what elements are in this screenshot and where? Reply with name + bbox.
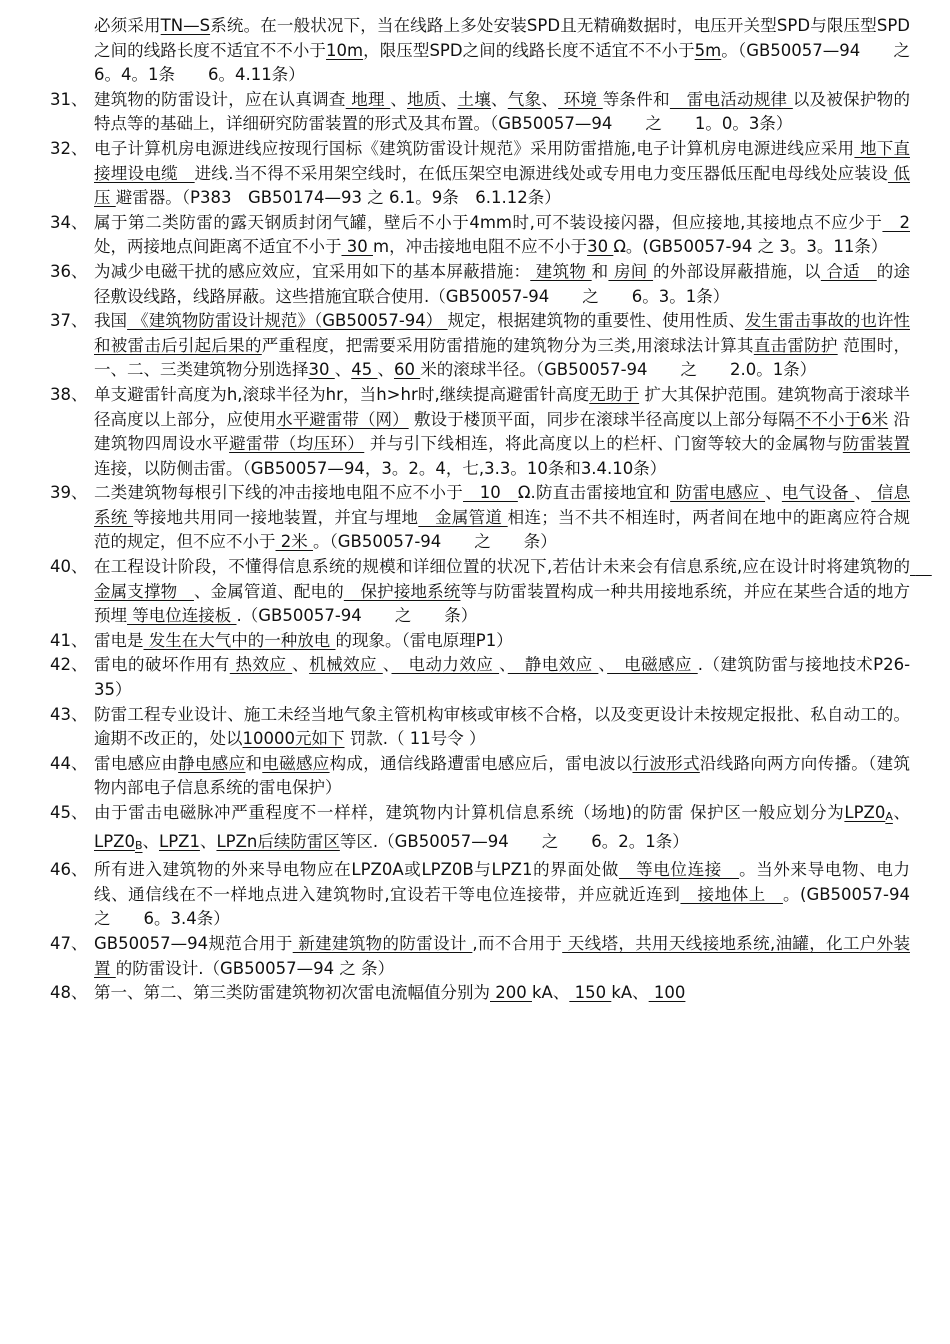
question-text: 规定，根据建筑物的重要性、使用性质、 (447, 311, 745, 331)
question-text: 沿建筑物四周设水平 (94, 409, 911, 454)
answer-blank: 行波形式 (632, 753, 700, 773)
question-text: 米的滚球半径。（GB50057-94 之 2.0。1条） (420, 360, 817, 380)
answer-blank: 低压 (94, 163, 911, 208)
question-number: 43、 (50, 704, 88, 724)
answer-blank: 保护接地系统 (343, 581, 461, 601)
answer-blank: LPZ0 (94, 831, 135, 851)
answer-blank: 接地体上 (680, 884, 783, 904)
question-text: m，冲击接地电阻不应不小于 (373, 237, 588, 257)
answer-blank: 10 (463, 483, 518, 503)
question-item (50, 211, 910, 260)
answer-blank: 电动力效应 (391, 655, 500, 675)
question-item (50, 309, 911, 383)
question-text: .（建筑防雷与接地技术P26-35） (94, 655, 911, 700)
answer-blank: 金属支撑物 (94, 557, 932, 601)
question-item (50, 88, 911, 137)
question-text: 雷电是 (94, 630, 144, 650)
answer-blank: 150 (569, 983, 612, 1003)
question-text: 、 (598, 655, 608, 675)
answer-blank: 45 (351, 360, 378, 380)
question-text: 雷电感应由 (94, 753, 179, 773)
question-text: 、 (541, 89, 559, 109)
answer-blank: 10000元如下 (242, 729, 345, 749)
question-text: 所有进入建筑物的外来导电物应在LPZ0A或LPZ0B与LPZ1的界面处做 (94, 860, 619, 880)
answer-blank: 不不小于6米 (794, 409, 889, 429)
answer-blank: 防雷电感应 (670, 483, 766, 503)
answer-blank: 200 (490, 983, 532, 1003)
question-list (50, 88, 943, 1006)
question-text: 、 (440, 89, 458, 109)
answer-blank: 发生雷击事故的也许性和被雷击后引起后果的 (94, 311, 910, 355)
question-text: 、 (292, 655, 310, 675)
answer-blank: 地质 (407, 89, 441, 109)
question-text: 扩大其保护范围。建筑物高于滚球半径高度以上部分，应使用 (94, 384, 911, 429)
question-text: kA、 (531, 983, 570, 1003)
question-item (50, 858, 943, 932)
question-number: 44、 (50, 753, 88, 773)
question-text: 、 (854, 483, 872, 503)
question-text: 并与引下线相连，将此高度以上的栏杆、门窗等较大的金属物与 (364, 434, 843, 454)
question-number: 41、 (50, 630, 88, 650)
question-text: kA、 (611, 983, 649, 1003)
question-text: GB50057—94规范合用于 (94, 933, 293, 953)
answer-blank: 避雷带（均压环） (229, 434, 365, 454)
question-number: 32、 (50, 138, 88, 158)
question-text: 进线.当不得不采用架空线时，在低压架空电源进线处或专用电力变压器低压配电母线处应装设 (194, 163, 888, 183)
question-text: 等条件和 (602, 89, 670, 109)
answer-blank: 热效应 (229, 655, 293, 675)
question-text: 避雷器。（P383 GB50174—93 之 6.1。9条 6.1.12条） (115, 188, 561, 208)
answer-blank: 等电位连接 (618, 860, 740, 880)
question-text: 、金属管道、配电的 (193, 581, 344, 601)
question-number: 45、 (50, 803, 88, 822)
question-text: 、 (390, 89, 408, 109)
question-number: 40、 (50, 557, 88, 577)
question-text: 为减少电磁干扰的感应效应，宜采用如下的基本屏蔽措施： (94, 261, 531, 281)
answer-blank: 30 (341, 237, 373, 257)
question-text: 。（GB50057-94 之 条） (313, 532, 557, 552)
answer-blank: 30 (587, 237, 614, 257)
answer-blank: 发生在大气中的一种放电 (143, 630, 336, 650)
question-text: 处，两接地点间距离不适宜不小于 (94, 237, 342, 257)
question-text: 连接，以防侧击雷。（GB50057—94，3。2。4，七,3.3。10条和3.4.10条） (94, 458, 667, 478)
answer-blank: 60 (394, 360, 421, 380)
question-number: 36、 (50, 261, 88, 281)
answer-blank: 天线塔，共用天线接地系统,油罐，化工户外装置 (94, 933, 910, 978)
question-item (50, 752, 910, 801)
question-number: 48、 (50, 983, 88, 1003)
answer-blank: 2米 (275, 532, 313, 552)
question-text: 沿线路向两方向传播。（建筑物内部电子信息系统的雷电保护） (94, 753, 910, 798)
answer-blank: 无助于 (589, 384, 640, 404)
question-text: ，限压型SPD之间的线路长度不适宜不不小于 (363, 40, 695, 60)
answer-blank: 地下直接埋设电缆 (94, 138, 910, 183)
question-item (50, 653, 911, 702)
question-text: 、 (382, 655, 392, 675)
question-item (50, 932, 910, 981)
answer-blank: 房间 (608, 261, 654, 281)
continuation-paragraph (94, 14, 944, 88)
answer-blank: 土壤 (457, 89, 491, 109)
question-text: 、 (334, 360, 352, 380)
question-text: 范围时，一、二、三类建筑物分别选择 (94, 335, 911, 380)
question-text: 单支避雷针高度为h,滚球半径为hr，当h>hr时,继续提高避雷针高度 (94, 384, 590, 404)
question-item (50, 260, 910, 309)
question-text: 、 (765, 483, 782, 503)
question-text: 等接地共用同一接地装置，并宜与埋地 (133, 507, 419, 527)
question-item (50, 801, 911, 858)
question-number: 42、 (50, 655, 88, 675)
question-text: 电子计算机房电源进线应按现行国标《建筑防雷设计规范》采用防雷措施,电子计算机房电源进线应采用 (94, 138, 855, 158)
answer-blank: 环境 (558, 89, 603, 109)
question-text: 的外部设屏蔽措施，以 (653, 261, 821, 281)
answer-blank: 防雷装置 (842, 434, 910, 454)
question-text: 等与防雷装置构成一种共用接地系统，并应在某些合适的地方预埋 (94, 581, 910, 626)
answer-blank: 合适 (820, 261, 877, 281)
question-text: 构成，通信线路遭雷电感应后，雷电波以 (329, 753, 633, 773)
question-text: 在工程设计阶段，不懂得信息系统的规模和详细位置的状况下,若估计未来会有信息系统,应在设计时将建筑物的 (94, 557, 910, 577)
answer-blank: 5m (694, 40, 722, 60)
question-text: 建筑物的防雷设计，应在认真调查 (94, 89, 346, 109)
question-text: Ω。(GB50057-94 之 3。3。11条） (613, 237, 888, 257)
answer-blank: 静电效应 (507, 655, 599, 675)
answer-blank: 等电位连接板 (127, 606, 237, 626)
question-text: 、 (499, 655, 508, 675)
answer-blank: 电磁感应 (262, 753, 330, 773)
answer-blank: 2 (882, 212, 910, 232)
answer-blank: 30 (308, 360, 335, 380)
answer-blank: A (885, 810, 893, 823)
question-text: 以及被保护物的特点等的基础上，详细研究防雷装置的形式及其布置。（GB50057—94 之 1。0。3条） (94, 89, 911, 134)
question-text: 等区.（GB50057—94 之 6。2。1条） (339, 831, 689, 851)
question-number: 34、 (50, 212, 88, 232)
question-text: 的现象。（雷电原理P1） (335, 630, 513, 650)
question-number: 37、 (50, 311, 88, 331)
answer-blank: 气象 (507, 89, 542, 109)
question-number: 46、 (50, 860, 88, 880)
answer-blank: LPZ1 (159, 831, 200, 851)
question-text: 雷电的破坏作用有 (94, 655, 230, 675)
answer-blank: 直击雷防护 (753, 335, 838, 355)
question-text: ,而不合用于 (472, 933, 563, 953)
answer-blank: 信息系统 (94, 483, 911, 527)
question-text: 罚款.（ 11号令 ） (344, 729, 486, 749)
question-item (50, 703, 910, 752)
question-text: 的防雷设计.（GB50057—94 之 条） (115, 958, 395, 978)
question-number: 47、 (50, 933, 88, 953)
question-item (50, 629, 910, 654)
question-text: 系统。在一般状况下，当在线路上多处安装SPD且无精确数据时，电压开关型SPD与限压型SPD之间的线路长度不适宜不不小于 (94, 16, 910, 60)
question-text: 、 (892, 803, 911, 822)
answer-blank: 地理 (345, 89, 391, 109)
question-text: 。(GB50057-94 之 6。3.4条） (94, 884, 943, 929)
question-text: 相连；当不共不相连时，两者间在地中的距离应符合规范的规定，但不应不小于 (94, 507, 911, 552)
answer-blank: LPZn后续防雷区 (216, 831, 340, 851)
question-number: 38、 (50, 384, 88, 404)
question-text: 属于第二类防雷的露天钢质封闭气罐，壁后不小于4mm时,可不装设接闪器，但应接地,其接地点不应少于 (94, 212, 883, 232)
question-text: 由于雷击电磁脉冲严重程度不一样样，建筑物内计算机信息系统（场地)的防雷 保护区一般应划分为 (94, 803, 845, 822)
question-text: 必须采用 (94, 16, 161, 35)
question-item (50, 481, 911, 555)
answer-blank: 10m (326, 40, 364, 60)
question-text: 、 (142, 831, 159, 851)
question-text: 的途径敷设线路，线路屏蔽。这些措施宜联合使用.（GB50057-94 之 6。3。1条） (94, 261, 910, 306)
answer-blank: 水平避雷带（网） (276, 409, 409, 429)
answer-blank: 建筑物 (530, 261, 592, 281)
question-text: 严重程度，把需要采用防雷措施的建筑物分为三类,用滚球法计算其 (261, 335, 754, 355)
question-text: Ω.防直击雷接地宜和 (517, 483, 671, 503)
question-text: 敷设于楼顶平面，同步在滚球半径高度以上部分每隔 (408, 409, 795, 429)
answer-blank: 100 (648, 983, 686, 1003)
answer-blank: 新建建筑物的防雷设计 (292, 933, 473, 953)
question-text: 和 (245, 753, 263, 773)
question-text: 。（GB50057—94 之 6。4。1条 6。4.11条） (94, 40, 944, 85)
question-text: 、 (377, 360, 394, 380)
question-text: 、 (199, 831, 217, 851)
question-item (50, 981, 910, 1006)
question-item (50, 383, 911, 481)
answer-blank: 《建筑物防雷设计规范》（GB50057-94） (127, 311, 448, 331)
question-text: 、 (491, 89, 508, 109)
answer-blank: 金属管道 (418, 507, 508, 527)
question-number: 31、 (50, 89, 88, 109)
question-item (50, 137, 911, 211)
question-item (50, 555, 932, 629)
answer-blank: 静电感应 (178, 753, 246, 773)
question-text: 和 (591, 261, 609, 281)
question-number: 39、 (50, 483, 88, 503)
question-text: 第一、第二、第三类防雷建筑物初次雷电流幅值分别为 (94, 983, 490, 1003)
answer-blank: 机械效应 (309, 655, 383, 675)
answer-blank: TN—S (160, 16, 211, 35)
answer-blank: 电气设备 (781, 483, 855, 503)
answer-blank: 雷电活动规律 (669, 89, 793, 109)
question-text: 我国 (94, 311, 128, 331)
question-text: 二类建筑物每根引下线的冲击接地电阻不应不小于 (94, 483, 464, 503)
answer-blank: B (134, 838, 143, 852)
question-text: 。当外来导电物、电力线、通信线在不一样地点进入建筑物时,宜设若干等电位连接带，并应就近连到 (94, 860, 910, 904)
answer-blank: LPZ0 (844, 803, 886, 822)
question-text: 防雷工程专业设计、施工未经当地气象主管机构审核或审核不合格，以及变更设计未按规定报批、私自动工的。逾期不改正的，处以 (94, 704, 910, 749)
question-text: .（GB50057-94 之 条） (236, 606, 478, 626)
answer-blank: 电磁感应 (607, 655, 698, 675)
